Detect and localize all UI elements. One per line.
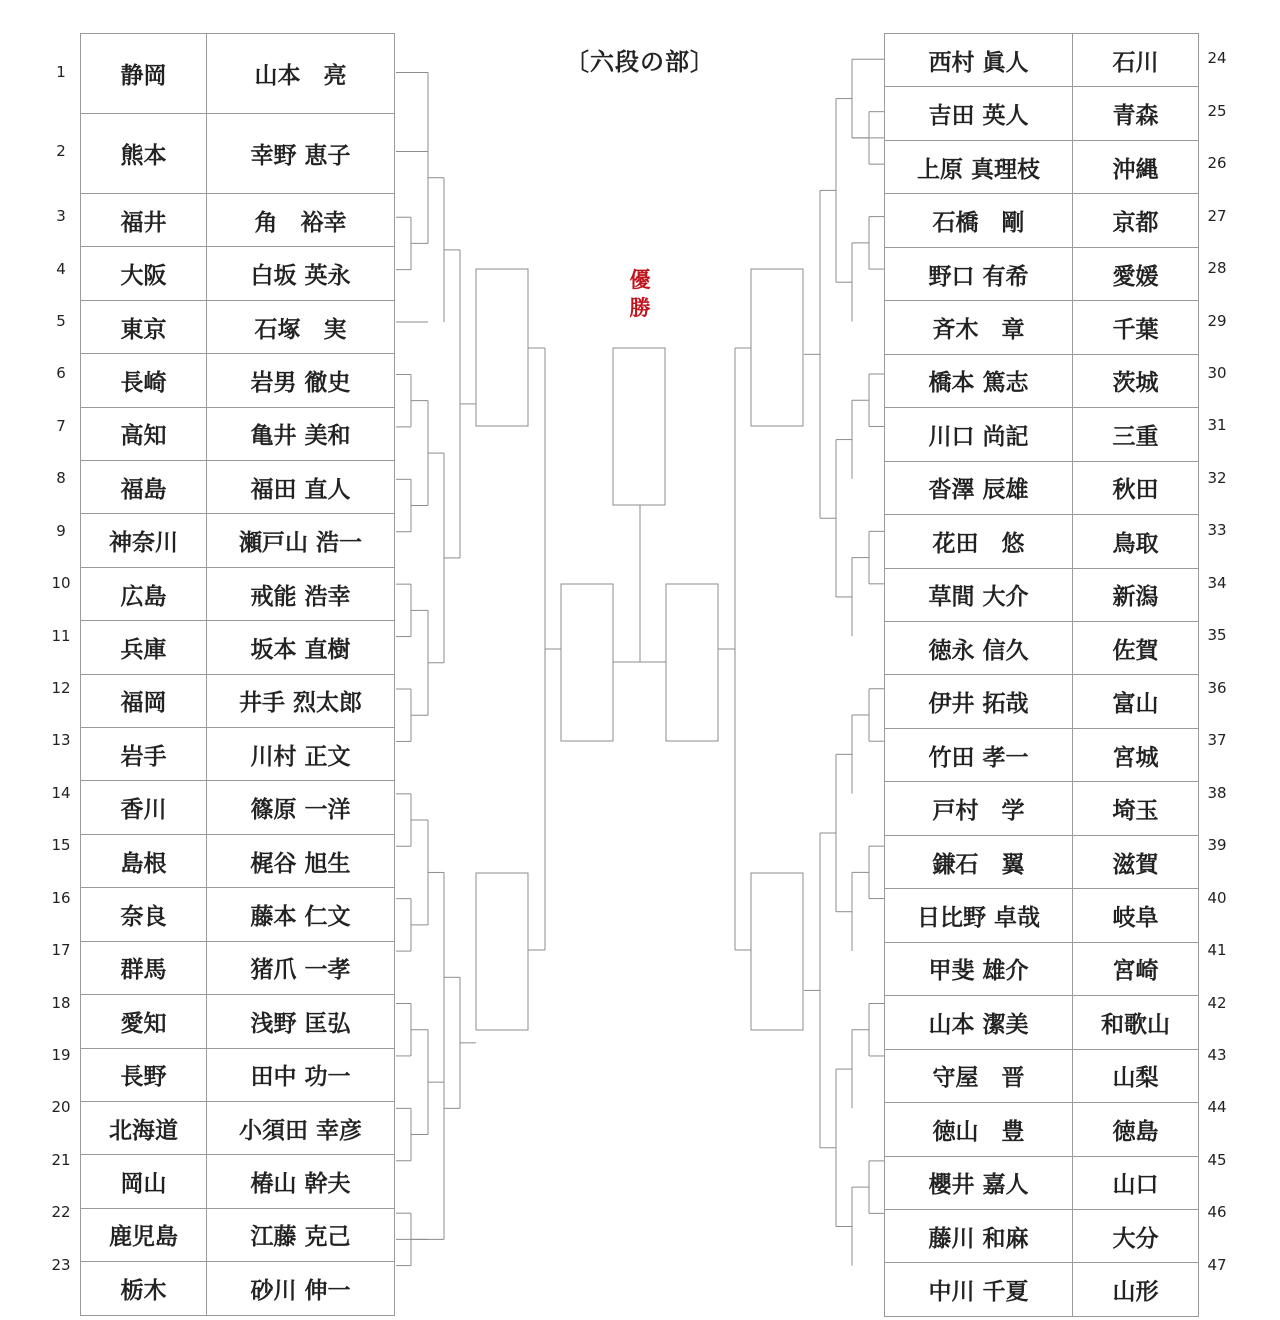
player-name-cell: 沓澤 辰雄 [885, 461, 1073, 514]
seed-number: 47 [1207, 1255, 1227, 1274]
player-name-cell: 日比野 卓哉 [885, 889, 1073, 942]
player-name-cell: 鎌石 翼 [885, 835, 1073, 888]
seed-number: 13 [51, 731, 71, 750]
player-name-cell: 田中 功一 [207, 1048, 395, 1101]
prefecture-cell: 滋賀 [1073, 835, 1199, 888]
player-name-cell: 藤川 和麻 [885, 1209, 1073, 1262]
player-name-cell: 徳永 信久 [885, 621, 1073, 674]
seed-number: 5 [56, 312, 66, 331]
prefecture-cell: 埼玉 [1073, 782, 1199, 835]
player-name-cell: 福田 直人 [207, 461, 395, 514]
prefecture-cell: 青森 [1073, 87, 1199, 140]
prefecture-cell: 三重 [1073, 408, 1199, 461]
player-name-cell: 甲斐 雄介 [885, 942, 1073, 995]
player-name-cell: 橋本 篤志 [885, 354, 1073, 407]
prefecture-cell: 福岡 [81, 674, 207, 727]
prefecture-cell: 愛知 [81, 995, 207, 1048]
player-name-cell: 西村 眞人 [885, 34, 1073, 87]
seed-number: 2 [56, 141, 66, 160]
seed-number: 9 [56, 521, 66, 540]
seed-number: 38 [1207, 783, 1227, 802]
prefecture-cell: 大分 [1073, 1209, 1199, 1262]
prefecture-cell: 長崎 [81, 354, 207, 407]
prefecture-cell: 秋田 [1073, 461, 1199, 514]
player-name-cell: 瀬戸山 浩一 [207, 514, 395, 567]
prefecture-cell: 島根 [81, 834, 207, 887]
player-name-cell: 幸野 恵子 [207, 114, 395, 194]
seed-number: 24 [1207, 49, 1227, 68]
prefecture-cell: 福島 [81, 461, 207, 514]
seed-number: 46 [1207, 1203, 1227, 1222]
player-name-cell: 亀井 美和 [207, 407, 395, 460]
player-name-cell: 梶谷 旭生 [207, 834, 395, 887]
player-name-cell: 上原 真理枝 [885, 140, 1073, 193]
prefecture-cell: 山形 [1073, 1263, 1199, 1316]
seed-number: 1 [56, 62, 66, 81]
player-name-cell: 小須田 幸彦 [207, 1101, 395, 1154]
prefecture-cell: 岩手 [81, 728, 207, 781]
player-name-cell: 川口 尚記 [885, 408, 1073, 461]
seed-number: 3 [56, 207, 66, 226]
champion-label: 優勝 [629, 268, 651, 320]
left-semifinal-box [561, 584, 613, 741]
seed-number: 35 [1207, 626, 1227, 645]
seed-number: 45 [1207, 1150, 1227, 1169]
seed-number: 31 [1207, 416, 1227, 435]
prefecture-cell: 長野 [81, 1048, 207, 1101]
player-name-cell: 砂川 伸一 [207, 1262, 395, 1315]
player-name-cell: 伊井 拓哉 [885, 675, 1073, 728]
prefecture-cell: 静岡 [81, 34, 207, 114]
seed-number: 22 [51, 1203, 71, 1222]
player-name-cell: 篠原 一洋 [207, 781, 395, 834]
seed-number: 33 [1207, 521, 1227, 540]
player-name-cell: 吉田 英人 [885, 87, 1073, 140]
player-name-cell: 石橋 剛 [885, 194, 1073, 247]
seed-number: 42 [1207, 993, 1227, 1012]
prefecture-cell: 熊本 [81, 114, 207, 194]
prefecture-cell: 群馬 [81, 941, 207, 994]
player-name-cell: 藤本 仁文 [207, 888, 395, 941]
seed-number: 19 [51, 1045, 71, 1064]
seed-number: 27 [1207, 206, 1227, 225]
prefecture-cell: 鹿児島 [81, 1208, 207, 1261]
right-semifinal-box [666, 584, 718, 741]
player-name-cell: 野口 有希 [885, 247, 1073, 300]
player-name-cell: 戸村 学 [885, 782, 1073, 835]
player-name-cell: 井手 烈太郎 [207, 674, 395, 727]
prefecture-cell: 神奈川 [81, 514, 207, 567]
left-lower-match-box [476, 873, 528, 1030]
seed-number: 15 [51, 836, 71, 855]
page-title: 〔六段の部〕 [565, 48, 715, 76]
prefecture-cell: 岐阜 [1073, 889, 1199, 942]
seed-number: 44 [1207, 1098, 1227, 1117]
seed-number: 43 [1207, 1045, 1227, 1064]
seed-number: 17 [51, 941, 71, 960]
prefecture-cell: 佐賀 [1073, 621, 1199, 674]
player-name-cell: 白坂 英永 [207, 247, 395, 300]
player-name-cell: 竹田 孝一 [885, 728, 1073, 781]
seed-number: 40 [1207, 888, 1227, 907]
right-upper-match-box [751, 269, 803, 426]
player-name-cell: 草間 大介 [885, 568, 1073, 621]
prefecture-cell: 山梨 [1073, 1049, 1199, 1102]
seed-number: 26 [1207, 154, 1227, 173]
seed-number: 4 [56, 259, 66, 278]
prefecture-cell: 福井 [81, 194, 207, 247]
prefecture-cell: 山口 [1073, 1156, 1199, 1209]
seed-number: 39 [1207, 836, 1227, 855]
player-name-cell: 櫻井 嘉人 [885, 1156, 1073, 1209]
prefecture-cell: 石川 [1073, 34, 1199, 87]
player-name-cell: 戒能 浩幸 [207, 567, 395, 620]
right-lower-match-box [751, 873, 803, 1030]
prefecture-cell: 兵庫 [81, 621, 207, 674]
prefecture-cell: 京都 [1073, 194, 1199, 247]
prefecture-cell: 愛媛 [1073, 247, 1199, 300]
player-name-cell: 斉木 章 [885, 301, 1073, 354]
player-name-cell: 花田 悠 [885, 515, 1073, 568]
seed-number: 29 [1207, 311, 1227, 330]
prefecture-cell: 鳥取 [1073, 515, 1199, 568]
prefecture-cell: 茨城 [1073, 354, 1199, 407]
seed-number: 14 [51, 783, 71, 802]
player-name-cell: 浅野 匡弘 [207, 995, 395, 1048]
prefecture-cell: 徳島 [1073, 1103, 1199, 1156]
seed-number: 23 [51, 1255, 71, 1274]
seed-number: 10 [51, 574, 71, 593]
player-name-cell: 椿山 幹夫 [207, 1155, 395, 1208]
prefecture-cell: 広島 [81, 567, 207, 620]
player-name-cell: 中川 千夏 [885, 1263, 1073, 1316]
left-upper-match-box [476, 269, 528, 426]
player-name-cell: 角 裕幸 [207, 194, 395, 247]
seed-number: 21 [51, 1150, 71, 1169]
seed-number: 12 [51, 678, 71, 697]
prefecture-cell: 富山 [1073, 675, 1199, 728]
player-name-cell: 徳山 豊 [885, 1103, 1073, 1156]
player-name-cell: 石塚 実 [207, 300, 395, 353]
player-name-cell: 山本 潔美 [885, 996, 1073, 1049]
prefecture-cell: 香川 [81, 781, 207, 834]
seed-number: 20 [51, 1098, 71, 1117]
seed-number: 7 [56, 416, 66, 435]
seed-number: 36 [1207, 678, 1227, 697]
player-name-cell: 守屋 晋 [885, 1049, 1073, 1102]
final-box [613, 348, 665, 505]
seed-number: 16 [51, 888, 71, 907]
player-name-cell: 江藤 克己 [207, 1208, 395, 1261]
seed-number: 28 [1207, 259, 1227, 278]
prefecture-cell: 千葉 [1073, 301, 1199, 354]
seed-number: 25 [1207, 101, 1227, 120]
seed-number: 32 [1207, 468, 1227, 487]
seed-number: 11 [51, 626, 71, 645]
player-name-cell: 山本 亮 [207, 34, 395, 114]
prefecture-cell: 奈良 [81, 888, 207, 941]
seed-number: 41 [1207, 941, 1227, 960]
prefecture-cell: 新潟 [1073, 568, 1199, 621]
prefecture-cell: 岡山 [81, 1155, 207, 1208]
player-name-cell: 猪爪 一孝 [207, 941, 395, 994]
prefecture-cell: 北海道 [81, 1101, 207, 1154]
prefecture-cell: 東京 [81, 300, 207, 353]
prefecture-cell: 栃木 [81, 1262, 207, 1315]
prefecture-cell: 沖縄 [1073, 140, 1199, 193]
prefecture-cell: 高知 [81, 407, 207, 460]
prefecture-cell: 大阪 [81, 247, 207, 300]
seed-number: 37 [1207, 731, 1227, 750]
seed-number: 6 [56, 364, 66, 383]
player-name-cell: 川村 正文 [207, 728, 395, 781]
seed-number: 8 [56, 469, 66, 488]
prefecture-cell: 和歌山 [1073, 996, 1199, 1049]
seed-number: 34 [1207, 573, 1227, 592]
seed-number: 30 [1207, 363, 1227, 382]
player-name-cell: 坂本 直樹 [207, 621, 395, 674]
player-name-cell: 岩男 徹史 [207, 354, 395, 407]
prefecture-cell: 宮城 [1073, 728, 1199, 781]
seed-number: 18 [51, 993, 71, 1012]
prefecture-cell: 宮崎 [1073, 942, 1199, 995]
